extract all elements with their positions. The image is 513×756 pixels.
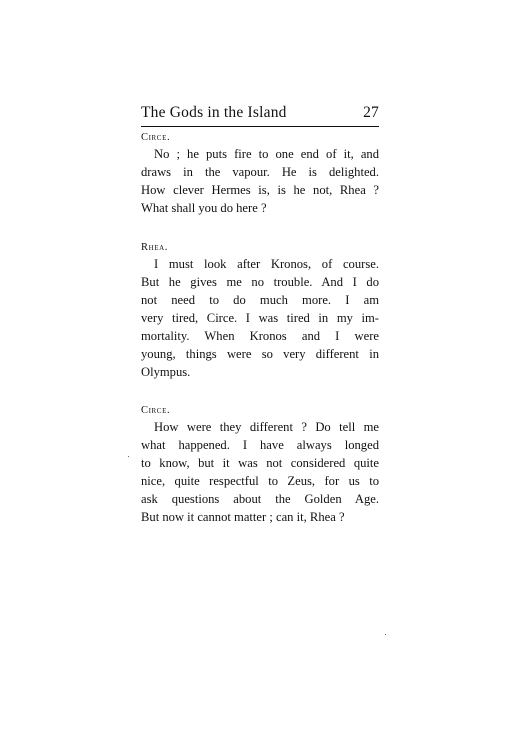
speech-text (141, 255, 379, 381)
speaker-name: Circe. (141, 405, 171, 416)
text-line: How were they different ? Do tell me (154, 420, 379, 434)
text-line: But now it cannot matter ; can it, Rhea ? (141, 510, 345, 524)
speech-text (141, 418, 379, 526)
text-line: Olympus. (141, 365, 191, 379)
text-line: But he gives me no trouble. And I do (141, 275, 379, 289)
text-line: mortality. When Kronos and I were (141, 329, 379, 343)
text-line: draws in the vapour. He is delighted. (141, 165, 379, 179)
running-head (141, 104, 379, 127)
text-line: very tired, Circe. I was tired in my im- (141, 311, 379, 325)
text-line: No ; he puts fire to one end of it, and (154, 147, 379, 161)
text-line: what happened. I have always longed (141, 438, 379, 452)
text-line: ask questions about the Golden Age. (141, 492, 379, 506)
text-line: How clever Hermes is, is he not, Rhea ? (141, 183, 379, 197)
speech-circe-2 (141, 404, 379, 526)
speech-circe-1 (141, 131, 379, 217)
text-line: I must look after Kronos, of course. (154, 257, 379, 271)
book-page (141, 104, 379, 526)
speech-text (141, 145, 379, 217)
text-line: to know, but it was not considered quite (141, 456, 379, 470)
speaker-name: Circe. (141, 132, 171, 143)
page-number: 27 (363, 104, 379, 121)
text-line: young, things were so very different in (141, 347, 379, 361)
running-head-title: The Gods in the Island (141, 104, 287, 121)
text-line: nice, quite respectful to Zeus, for us to (141, 474, 379, 488)
speech-rhea (141, 241, 379, 381)
text-line: What shall you do here ? (141, 201, 267, 215)
scan-speck (385, 634, 386, 635)
speaker-name: Rhea. (141, 242, 169, 253)
scan-speck (128, 456, 129, 457)
text-line: not need to do much more. I am (141, 293, 379, 307)
